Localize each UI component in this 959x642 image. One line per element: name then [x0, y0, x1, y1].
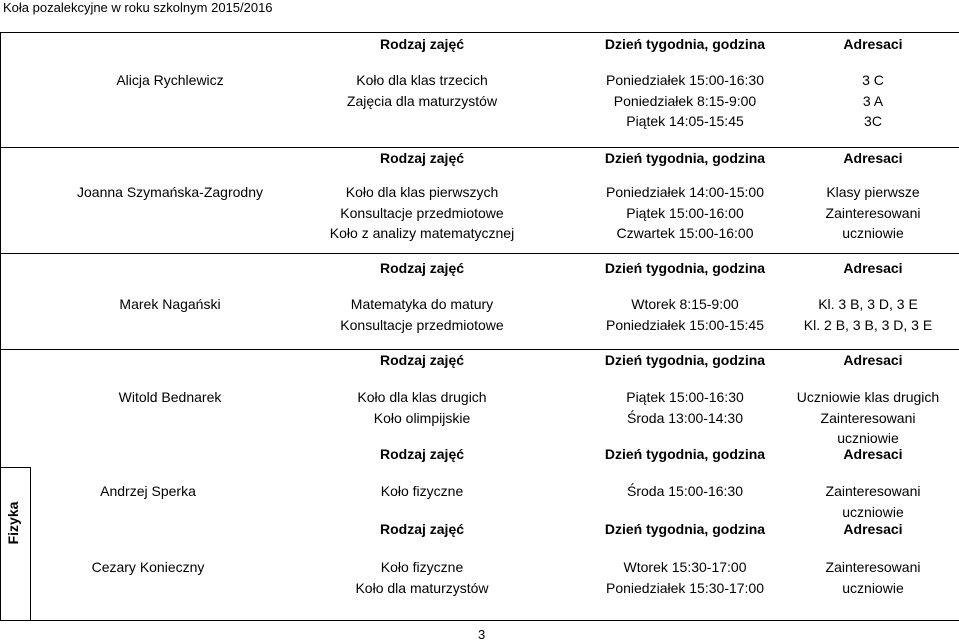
- teacher-name: Andrzej Sperka: [100, 483, 196, 499]
- dzien-godzina-cell: Wtorek 15:30-17:00 Poniedziałek 15:30-17:00: [605, 559, 764, 596]
- adresaci-cell: Uczniowie klas drugich Zainteresowani uczniowie: [796, 389, 940, 446]
- header-adresaci: Adresaci: [843, 260, 903, 276]
- header-dzien: Dzień tygodnia, godzina: [604, 446, 766, 462]
- adresaci-cell: Zainteresowani uczniowie: [825, 483, 921, 520]
- header-adresaci: Adresaci: [843, 36, 903, 52]
- header-rodzaj: Rodzaj zajęć: [379, 521, 465, 537]
- subject-label: Fizyka: [5, 501, 21, 545]
- rodzaj-zajec-cell: Koło fizyczne: [380, 483, 464, 499]
- header-adresaci: Adresaci: [843, 521, 903, 537]
- rodzaj-zajec-cell: Koło dla klas pierwszych Konsultacje przedmiotowe Koło z analizy matematycznej: [329, 184, 515, 241]
- header-dzien: Dzień tygodnia, godzina: [604, 260, 766, 276]
- teacher-name: Alicja Rychlewicz: [116, 72, 224, 88]
- rodzaj-zajec-cell: Koło dla klas trzecich Zajęcia dla maturzystów: [346, 72, 498, 109]
- header-rodzaj: Rodzaj zajęć: [379, 352, 465, 368]
- adresaci-cell: Klasy pierwsze Zainteresowani uczniowie: [825, 184, 921, 241]
- header-dzien: Dzień tygodnia, godzina: [604, 36, 766, 52]
- teacher-name: Marek Nagański: [119, 296, 221, 312]
- teacher-name: Joanna Szymańska-Zagrodny: [77, 184, 263, 200]
- dzien-godzina-cell: Środa 15:00-16:30: [627, 483, 743, 499]
- adresaci-cell: Kl. 3 B, 3 D, 3 E Kl. 2 B, 3 B, 3 D, 3 E: [803, 296, 933, 333]
- header-rodzaj: Rodzaj zajęć: [379, 446, 465, 462]
- teacher-name: Cezary Konieczny: [91, 559, 205, 575]
- page-title: Koła pozalekcyjne w roku szkolnym 2015/2016: [3, 0, 273, 15]
- header-rodzaj: Rodzaj zajęć: [379, 36, 465, 52]
- table-row-divider: [0, 253, 959, 254]
- dzien-godzina-cell: Wtorek 8:15-9:00 Poniedziałek 15:00-15:45: [605, 296, 764, 333]
- table-top-border: [0, 32, 959, 33]
- header-rodzaj: Rodzaj zajęć: [379, 260, 465, 276]
- adresaci-cell: Zainteresowani uczniowie: [825, 559, 921, 596]
- adresaci-cell: 3 C 3 A 3C: [862, 72, 884, 129]
- header-adresaci: Adresaci: [843, 446, 903, 462]
- table-bottom-border: [0, 620, 959, 621]
- dzien-godzina-cell: Poniedziałek 14:00-15:00 Piątek 15:00-16:00 Czwartek 15:00-16:00: [605, 184, 764, 241]
- header-dzien: Dzień tygodnia, godzina: [604, 150, 766, 166]
- teacher-name: Witold Bednarek: [118, 389, 222, 405]
- header-adresaci: Adresaci: [843, 150, 903, 166]
- header-rodzaj: Rodzaj zajęć: [379, 150, 465, 166]
- header-dzien: Dzień tygodnia, godzina: [604, 521, 766, 537]
- table-left-border: [0, 32, 1, 621]
- header-adresaci: Adresaci: [843, 352, 903, 368]
- rodzaj-zajec-cell: Koło fizyczne Koło dla maturzystów: [355, 559, 489, 596]
- subject-column-divider: [30, 467, 31, 621]
- table-row-divider: [0, 467, 30, 468]
- dzien-godzina-cell: Piątek 15:00-16:30 Środa 13:00-14:30: [626, 389, 744, 426]
- page-number: 3: [478, 627, 486, 642]
- rodzaj-zajec-cell: Koło dla klas drugich Koło olimpijskie: [357, 389, 487, 426]
- rodzaj-zajec-cell: Matematyka do matury Konsultacje przedmiotowe: [340, 296, 504, 333]
- header-dzien: Dzień tygodnia, godzina: [604, 352, 766, 368]
- dzien-godzina-cell: Poniedziałek 15:00-16:30 Poniedziałek 8:15-9:00 Piątek 14:05-15:45: [605, 72, 764, 129]
